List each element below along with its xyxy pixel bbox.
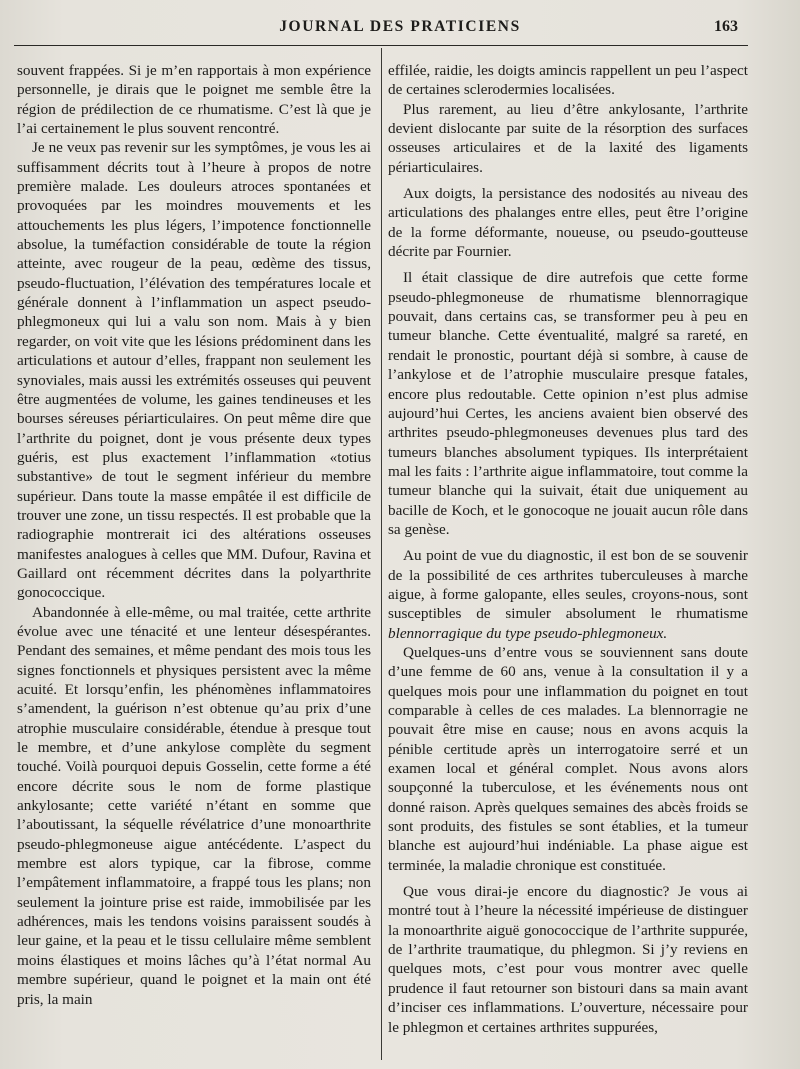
journal-title: JOURNAL DES PRATICIENS (279, 18, 521, 35)
paragraph: Que vous dirai-je encore du diagnostic? Je vous ai montré tout à l’heure la nécessité impérieuse de distinguer la monoarthrite aiguë gonococcique de l’arthrite suppurée, de l’arthrite traumatique, du phlegmon. Si j’y reviens en quelques mots, c’est pour vous montrer avec quelle prudence il faut retourner son bistouri dans sa main avant d’inciser ces inflammations. L’ouverture, nécessaire pour le phlegmon et certaines arthrites suppurées, (388, 883, 748, 1036)
paragraph: effilée, raidie, les doigts amincis rappellent un peu l’aspect de certaines sclerodermies localisées. (388, 62, 748, 99)
italic-phrase: blennorragique du type pseudo-phlegmoneux. (388, 624, 668, 642)
paragraph: Je ne veux pas revenir sur les symptômes, je vous les ai suffisamment décrits tout à l’heure à propos de notre première malade. Les douleurs atroces spontanées et provoquées par les moindres mouvements et les attouchements les plus légers, l’impotence fonctionnelle absolue, la tuméfaction considérable de toute la région atteinte, avec rougeur de la peau, œdème des tissus, pseudo-fluctuation, l’élévation des températures locale et générale donnent à l’inflammation un aspect pseudo-phlegmoneux qui lui a valu son nom. Mais à y bien regarder, on voit vite que les lésions prédominent dans les articulations et autour d’elles, frappant non seulement les synoviales, mais aussi les extrémités osseuses qui peuvent être augmentées de volume, les gaines tendineuses et les bourses séreuses périarticulaires. On peut même dire que l’arthrite du poignet, dont je vous présente deux types guéris, est plus exactement l’inflammation «totius substantive» de tout le segment inférieur du membre supérieur. Dans toute la masse empâtée il est difficile de trouver une zone, un tissu respectés. Il est probable que la radiographie montrerait ici des altérations osseuses manifestes analogues à celles que MM. Dufour, Ravina et Gaillard ont récemment décrites dans la polyarthrite gonococcique. (17, 139, 371, 602)
paragraph: souvent frappées. Si je m’en rapportais à mon expérience personnelle, je dirais que le poignet me semble être la région de prédilection de ce rhumatisme. C’est là que je l’ai certainement le plus souvent rencontré. (17, 62, 371, 138)
column-divider (381, 48, 382, 1060)
paragraph-text: Au point de vue du diagnostic, il est bon de se souvenir de la possibilité de ces arthrites tuberculeuses à marche aigue, à forme galopante, elles seules, croyons-nous, sont susceptibles de simuler absolument le rhumatisme (388, 547, 748, 623)
paragraph: Plus rarement, au lieu d’être ankylosante, l’arthrite devient dislocante par suite de la résorption des surfaces osseuses articulaires et de la laxité des ligaments périarticulaires. (388, 100, 748, 176)
paragraph: Aux doigts, la persistance des nodosités au niveau des articulations des phalanges entre elles, peut être l’origine de la forme déformante, noueuse, ou pseudo-goutteuse décrite par Fournier. (388, 185, 748, 261)
right-column (388, 61, 748, 1037)
left-column (17, 61, 371, 1009)
header-rule (14, 45, 748, 46)
paragraph (388, 546, 748, 643)
page-number: 163 (714, 18, 738, 35)
page-header (0, 16, 800, 44)
paragraph: Quelques-uns d’entre vous se souviennent sans doute d’une femme de 60 ans, venue à la consultation il y a quelques mois pour une inflammation du poignet en tout comparable à celles de ces malades. La blennorragie ne pouvait être mise en cause; nous en avons acquis la pénible certitude après un interrogatoire serré et un examen local et général complet. Nous avons alors soupçonné la tuberculose, et les événements nous ont donné raison. Après quelques semaines des abcès froids se sont produits, des fistules se sont établies, et la tumeur blanche est aujourd’hui indéniable. La phase aigue est terminée, la maladie chronique est constituée. (388, 643, 748, 874)
paragraph: Abandonnée à elle-même, ou mal traitée, cette arthrite évolue avec une ténacité et une lenteur désespérantes. Pendant des semaines, et même pendant des mois tous les signes fonctionnels et physiques persistent avec la même acuité. Et lorsqu’enfin, les phénomènes inflammatoires s’amendent, la guérison n’est obtenue qu’au prix d’une atrophie musculaire considérable, étendue à presque tout le membre, et d’une ankylose complète du segment touché. Voilà pourquoi depuis Gosselin, cette forme a été encore décrite sous le nom de forme plastique ankylosante; cette variété n’étant en somme que l’aboutissant, la séquelle révélatrice d’une monoarthrite pseudo-phlegmoneuse aigue antécédente. L’aspect du membre est alors typique, car la fibrose, comme l’empâtement inflammatoire, a frappé tous les plans; non seulement la jointure prise est raide, immobilisée par les adhérences, mais les tendons voisins paraissent soudés à leur gaine, et la peau et le tissu cellulaire même semblent moins élastiques et moins lâches qu’à l’état normal Au membre supérieur, quand le poignet et la main ont été pris, la main (17, 603, 371, 1008)
paragraph: Il était classique de dire autrefois que cette forme pseudo-phlegmoneuse de rhumatisme blennorragique pouvait, dans certains cas, se transformer peu à peu en tumeur blanche. Cette éventualité, malgré sa rareté, en rendait le pronostic, pourtant déjà si sombre, à cause de l’ankylose et de l’atrophie musculaire presque fatales, encore plus redoutable. Cette opinion n’est plus admise aujourd’hui Certes, les anciens avaient bien observé des arthrites pseudo-phlegmoneuses devenues plus tard des tumeurs blanches absolument typiques. Ils interprétaient mal les faits : l’arthrite aigue inflammatoire, tout comme la tumeur blanche qui la suivait, était due uniquement au bacille de Koch, et le gonocoque ne jouait aucun rôle dans sa genèse. (388, 269, 748, 538)
